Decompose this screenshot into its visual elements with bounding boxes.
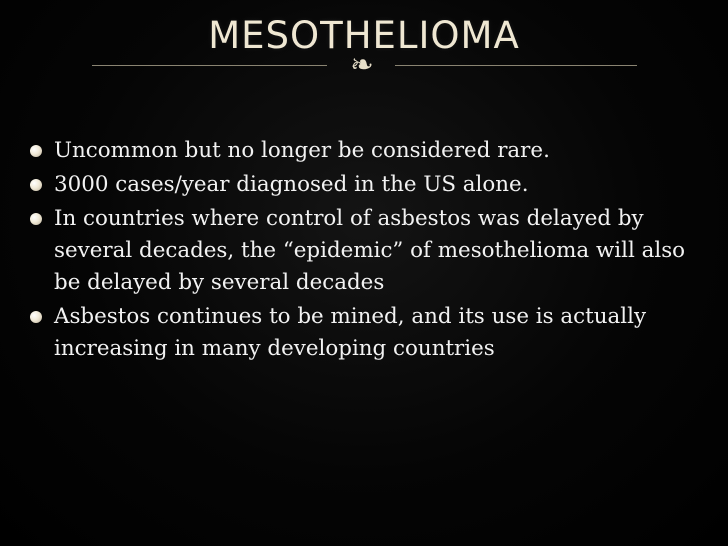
bullet-item <box>26 135 686 167</box>
bullet-list <box>26 135 686 367</box>
bullet-dot-icon <box>30 213 42 225</box>
bullet-item <box>26 203 686 299</box>
leaf-ornament-icon: ❧ <box>350 48 374 81</box>
bullet-item <box>26 169 686 201</box>
bullet-text: In countries where control of asbestos was delayed by several decades, the “epidemic” of mesothelioma will also be delayed by several decades <box>54 206 686 295</box>
title-rule-right <box>395 65 637 66</box>
bullet-item <box>26 301 686 365</box>
slide-title: MESOTHELIOMA <box>208 14 520 57</box>
bullet-text: Uncommon but no longer be considered rare. <box>54 138 550 163</box>
bullet-dot-icon <box>30 311 42 323</box>
bullet-dot-icon <box>30 145 42 157</box>
bullet-text: Asbestos continues to be mined, and its use is actually increasing in many developing countries <box>54 304 647 361</box>
title-rule-left <box>92 65 327 66</box>
bullet-text: 3000 cases/year diagnosed in the US alone. <box>54 172 529 197</box>
bullet-dot-icon <box>30 179 42 191</box>
